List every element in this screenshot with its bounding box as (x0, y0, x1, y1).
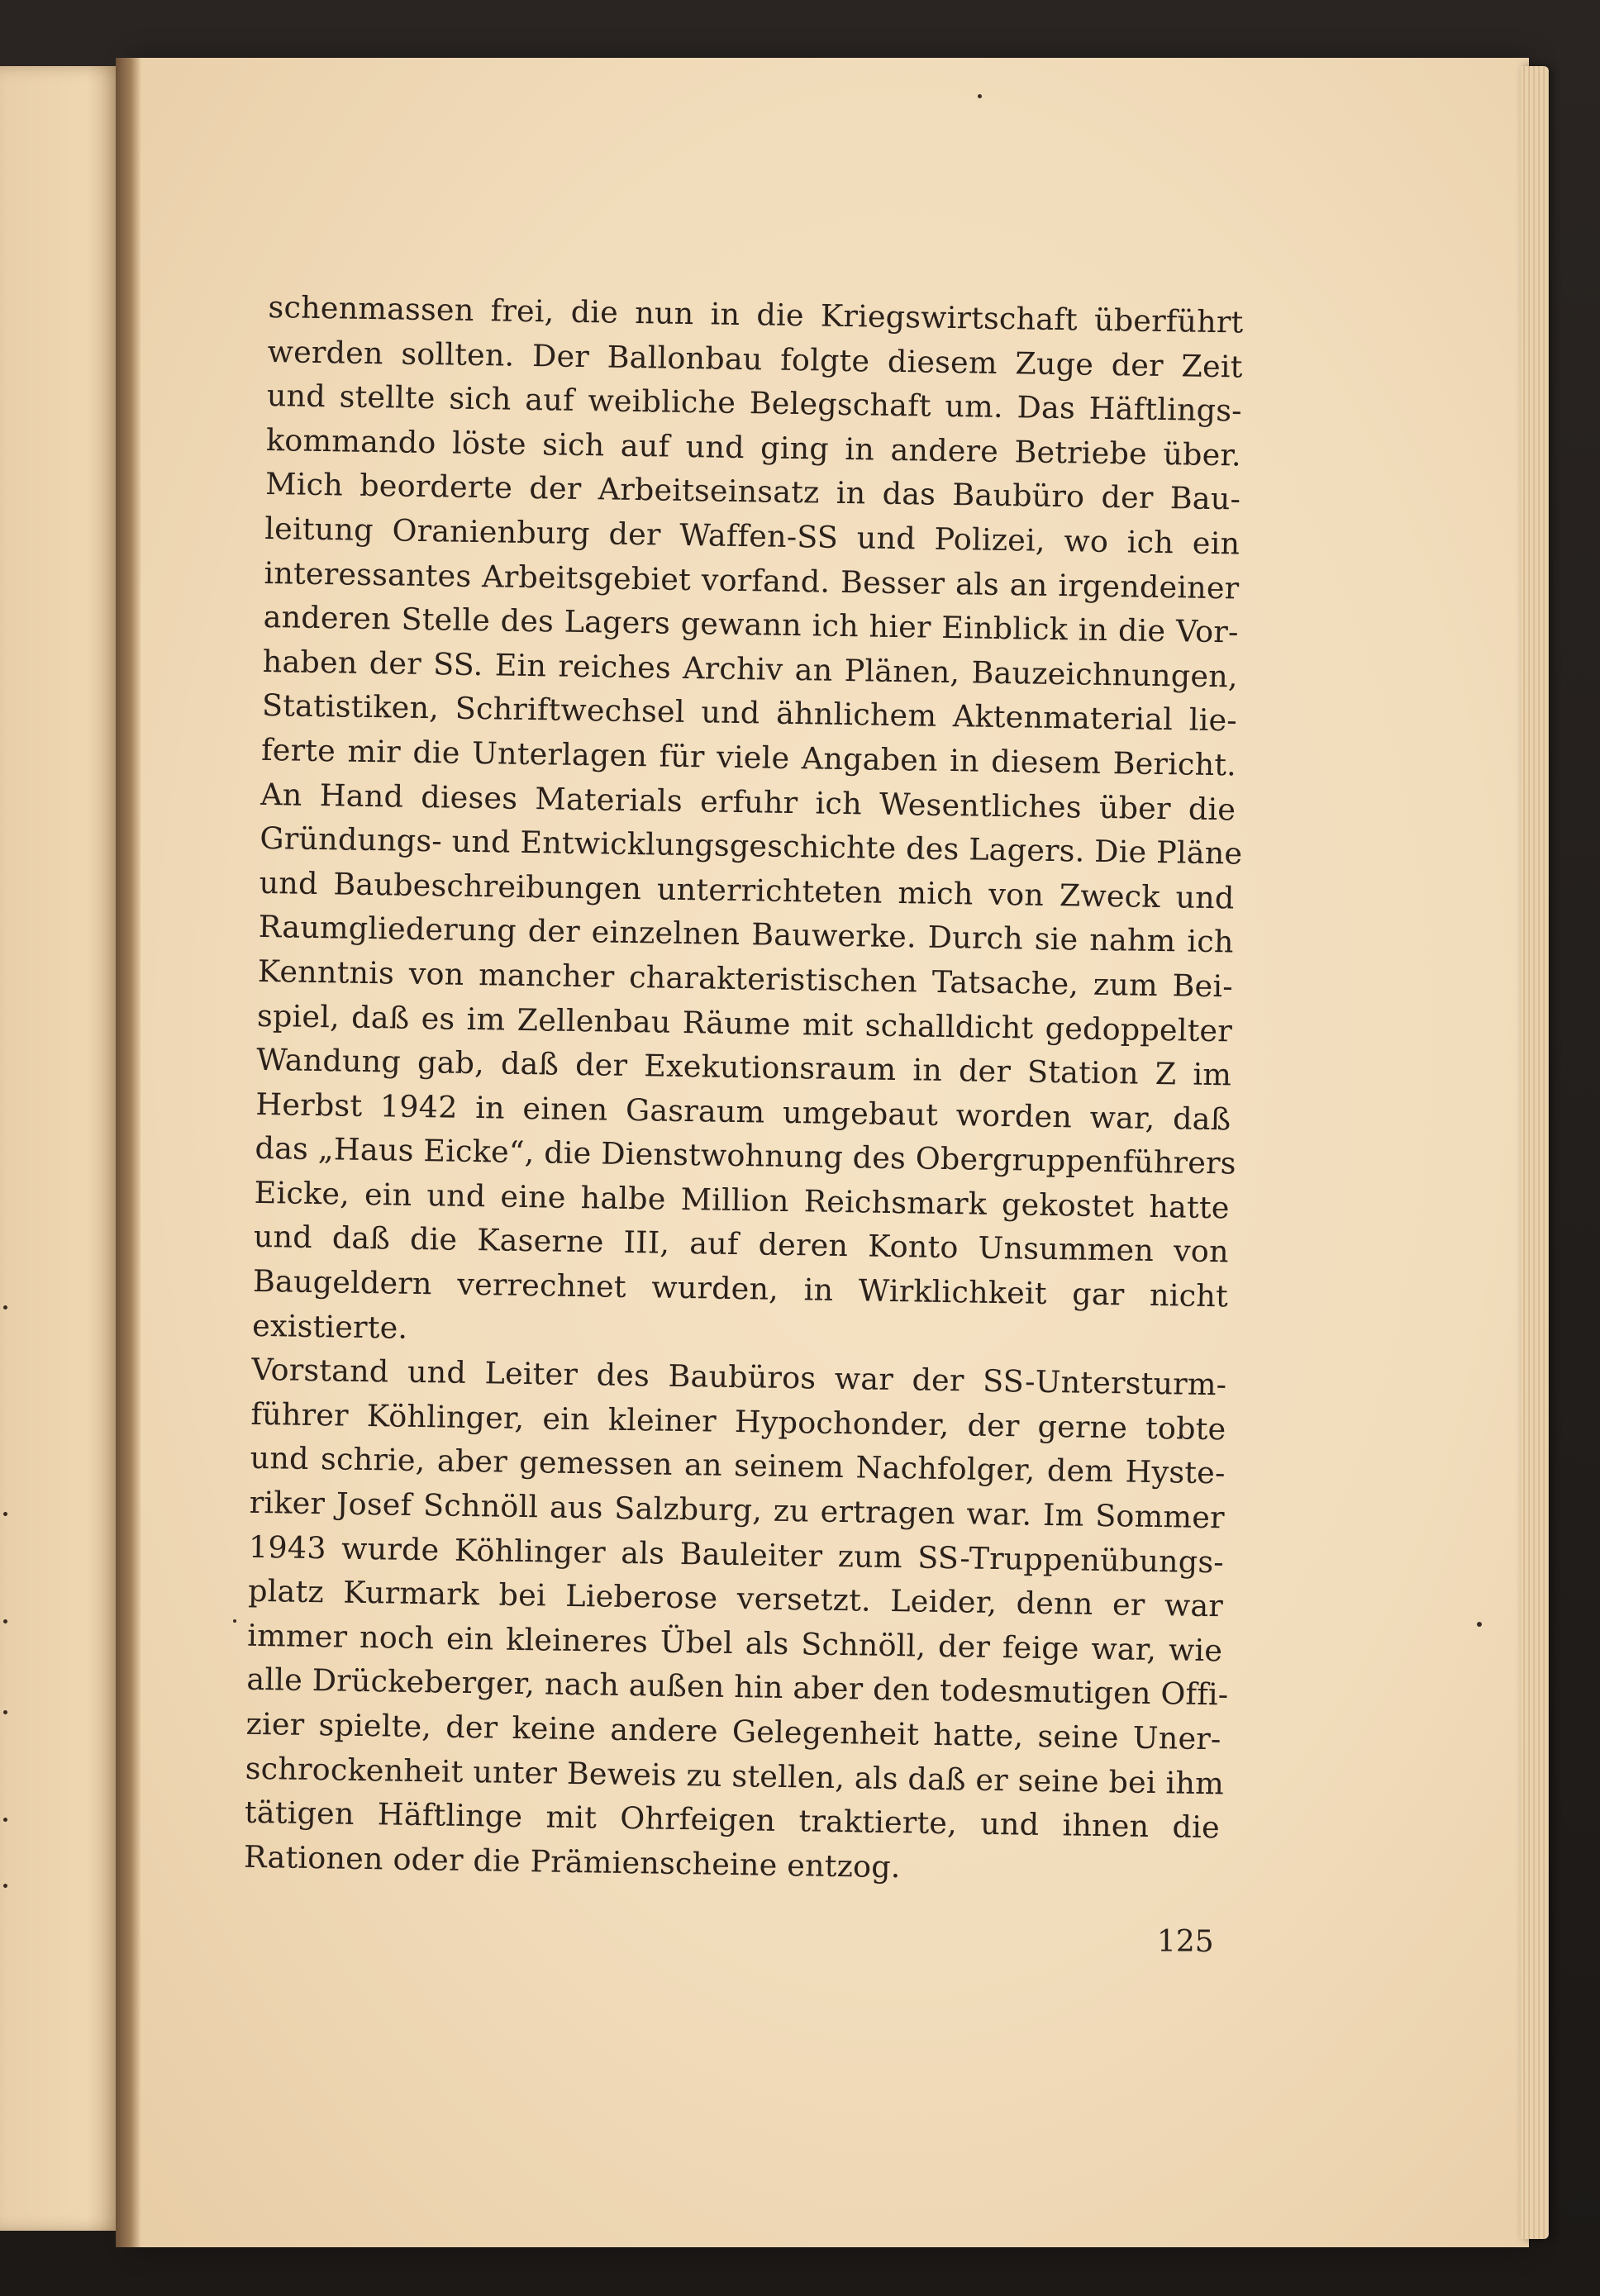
page-stack-edge (1521, 66, 1549, 2239)
left-page-edge (0, 66, 124, 2231)
text-line: Statistiken, Schriftwechsel und ähnlichem Aktenmaterial lie- (261, 687, 1238, 739)
text-line: An Hand dieses Materials erfuhr ich Wesentliches über die (260, 776, 1236, 827)
text-line: Herbst 1942 in einen Gasraum umgebaut worden war, daß (255, 1086, 1231, 1138)
text-line: und stellte sich auf weibliche Belegschaft um. Das Häftlings- (266, 378, 1243, 429)
text-line: spiel, daß es im Zellenbau Räume mit schalldicht gedoppelter (256, 997, 1233, 1048)
text-line: platz Kurmark bei Lieberose versetzt. Leider, denn er war (247, 1573, 1224, 1624)
text-line: ferte mir die Unterlagen für viele Angaben in diesem Bericht. (260, 731, 1237, 783)
text-line: zier spielte, der keine andere Gelegenheit hatte, seine Uner- (245, 1705, 1221, 1757)
text-line: 1943 wurde Köhlinger als Bauleiter zum SS-Truppenübungs- (248, 1528, 1225, 1580)
text-line: Vorstand und Leiter des Baubüros war der SS-Untersturm- (251, 1352, 1227, 1403)
page-edge-mark (3, 1305, 7, 1310)
text-line: und schrie, aber gemessen an seinem Nachfolger, dem Hyste- (250, 1440, 1226, 1491)
text-line: und daß die Kaserne III, auf deren Konto Unsummen von (253, 1219, 1230, 1270)
text-line: kommando löste sich auf und ging in andere Betriebe über. (265, 421, 1242, 473)
page-edge-mark (3, 1818, 7, 1822)
paper-speck (233, 1619, 236, 1623)
paper-speck (1477, 1622, 1482, 1627)
text-line: Kenntnis von mancher charakteristischen Tatsache, zum Bei- (257, 953, 1234, 1005)
text-line: Gründungs- und Entwicklungsgeschichte des Lagers. Die Pläne (260, 820, 1243, 872)
book-gutter (116, 58, 140, 2247)
text-line: riker Josef Schnöll aus Salzburg, zu ertragen war. Im Sommer (249, 1484, 1226, 1536)
text-line: und Baubeschreibungen unterrichteten mich von Zweck und (259, 864, 1235, 916)
text-line: Baugeldern verrechnet wurden, in Wirklichkeit gar nicht (252, 1262, 1229, 1314)
text-line: Wandung gab, daß der Exekutionsraum in der Station Z im (255, 1041, 1232, 1093)
page-edge-mark (3, 1619, 7, 1623)
page-edge-mark (3, 1512, 7, 1516)
text-line: schrockenheit unter Beweis zu stellen, als daß er seine bei ihm (245, 1750, 1225, 1801)
text-line: das „Haus Eicke“, die Dienstwohnung des Obergruppenführers (255, 1130, 1236, 1181)
text-line: interessantes Arbeitsgebiet vorfand. Besser als an irgendeiner (264, 554, 1240, 606)
text-line: Mich beorderte der Arbeitseinsatz in das Baubüro der Bau- (264, 466, 1241, 517)
text-line: tätigen Häftlinge mit Ohrfeigen traktierte, und ihnen die (244, 1794, 1221, 1846)
text-line: immer noch ein kleineres Übel als Schnöll, der feige war, wie (246, 1617, 1223, 1669)
text-line: Eicke, ein und eine halbe Million Reichsmark gekostet hatte (254, 1174, 1230, 1226)
text-line: anderen Stelle des Lagers gewann ich hier Einblick in die Vor- (263, 599, 1239, 650)
text-line: haben der SS. Ein reiches Archiv an Plänen, Bauzeichnungen, (262, 643, 1239, 695)
paper-speck (978, 94, 982, 98)
text-line: alle Drückeberger, nach außen hin aber den todesmutigen Offi- (246, 1661, 1229, 1713)
text-line: leitung Oranienburg der Waffen-SS und Polizei, wo ich ein (264, 510, 1240, 562)
text-line: führer Köhlinger, ein kleiner Hypochonder, der gerne tobte (250, 1395, 1226, 1447)
text-line: Raumgliederung der einzelnen Bauwerke. Durch sie nahm ich (258, 909, 1234, 960)
page-edge-mark (3, 1710, 7, 1714)
page-number: 125 (1157, 1925, 1214, 1959)
body-text (244, 285, 1244, 1894)
page-edge-mark (3, 1884, 7, 1888)
text-line: schenmassen frei, die nun in die Kriegswirtschaft überführt (268, 288, 1244, 340)
text-line: werden sollten. Der Ballonbau folgte diesem Zuge der Zeit (267, 333, 1243, 385)
text-line: Rationen oder die Prämienscheine entzog. (243, 1838, 901, 1885)
text-line: existierte. (251, 1307, 408, 1346)
